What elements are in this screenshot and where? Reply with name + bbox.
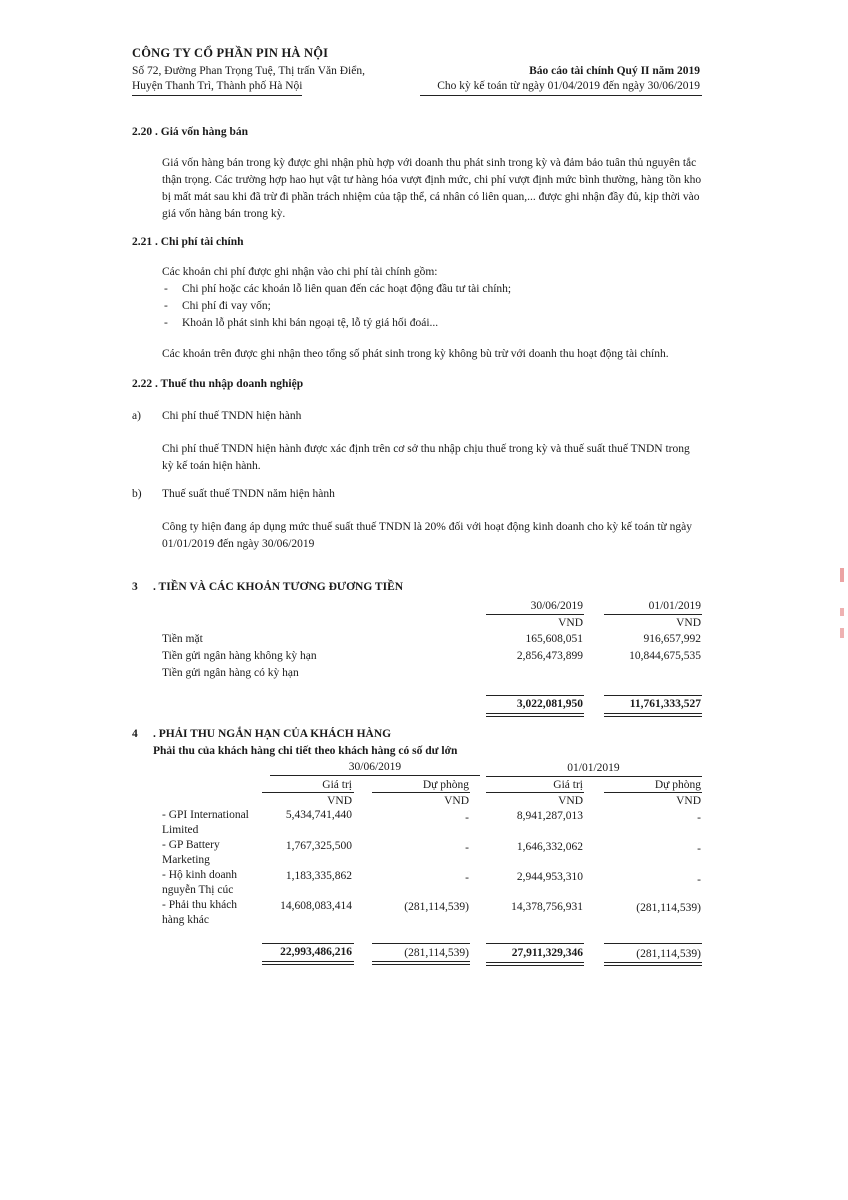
section-4-title: . PHẢI THU NGẮN HẠN CỦA KHÁCH HÀNG xyxy=(153,728,392,740)
scan-artifact xyxy=(840,608,844,616)
receivables-row-label-cont: nguyễn Thị cúc xyxy=(162,884,234,896)
company-address-line2: Huyện Thanh Trì, Thành phố Hà Nội xyxy=(132,80,303,92)
receivables-unit1: VND xyxy=(327,795,352,807)
receivables-date1-rule xyxy=(270,775,480,776)
receivables-row-value1: 1,183,335,862 xyxy=(285,870,352,882)
section-2-21-intro: Các khoản chi phí được ghi nhận vào chi phí tài chính gồm: xyxy=(162,266,438,278)
receivables-row-value1: 5,434,741,440 xyxy=(285,809,352,821)
cash-row-label: Tiền mặt xyxy=(162,633,203,645)
receivables-total-rule2 xyxy=(372,943,470,944)
cash-row-value1: 165,608,051 xyxy=(525,633,583,645)
cash-row-value1: 2,856,473,899 xyxy=(516,650,583,662)
receivables-row-provision1: - xyxy=(465,812,469,824)
receivables-total-rule1 xyxy=(262,943,354,944)
list-bullet: - xyxy=(164,283,168,295)
subsection-a-title: Chi phí thuế TNDN hiện hành xyxy=(162,410,302,422)
receivables-h-rule2 xyxy=(372,792,470,793)
receivables-h-provision2: Dự phòng xyxy=(654,779,701,791)
receivables-total-provision2: (281,114,539) xyxy=(636,948,701,960)
section-2-20-title: 2.20 . Giá vốn hàng bán xyxy=(132,126,248,138)
cash-col2-unit: VND xyxy=(676,617,701,629)
receivables-date2-rule xyxy=(486,776,702,777)
cash-col1-unit: VND xyxy=(558,617,583,629)
receivables-row-value2: 14,378,756,931 xyxy=(511,901,583,913)
report-period: Cho kỳ kế toán từ ngày 01/04/2019 đến ngày 30/06/2019 xyxy=(437,80,700,92)
receivables-total-provision1: (281,114,539) xyxy=(404,947,469,959)
cash-total-rule2 xyxy=(604,695,702,696)
subsection-a-label: a) xyxy=(132,410,141,422)
company-address-line1: Số 72, Đường Phan Trọng Tuệ, Thị trấn Văn Điển, xyxy=(132,65,365,77)
receivables-row-provision1: (281,114,539) xyxy=(404,901,469,913)
cash-col2-rule xyxy=(604,614,702,615)
company-name: CÔNG TY CỔ PHẦN PIN HÀ NỘI xyxy=(132,46,329,60)
cash-row-value2: 916,657,992 xyxy=(643,633,701,645)
cash-row-label: Tiền gửi ngân hàng có kỳ hạn xyxy=(162,667,299,679)
receivables-h-rule4 xyxy=(604,792,702,793)
receivables-row-provision2: - xyxy=(697,843,701,855)
cash-total-rule1 xyxy=(486,695,584,696)
section-2-22-title: 2.22 . Thuế thu nhập doanh nghiệp xyxy=(132,378,304,390)
subsection-b-label: b) xyxy=(132,488,142,500)
receivables-total-value2: 27,911,329,346 xyxy=(511,947,583,959)
receivables-h-rule1 xyxy=(262,792,354,793)
receivables-h-rule3 xyxy=(486,792,584,793)
receivables-row-label-cont: hàng khác xyxy=(162,914,209,926)
receivables-row-provision1: - xyxy=(465,872,469,884)
receivables-row-label: - GP Battery xyxy=(162,839,220,851)
list-item: Chi phí đi vay vốn; xyxy=(182,300,271,312)
receivables-row-label: - GPI International xyxy=(162,809,249,821)
section-4-subtitle: Phải thu của khách hàng chi tiết theo khách hàng có số dư lớn xyxy=(153,745,458,757)
receivables-row-value2: 8,941,287,013 xyxy=(516,810,583,822)
receivables-h-value1: Giá trị xyxy=(322,779,352,791)
cash-total-double-rule2 xyxy=(604,713,702,717)
receivables-total-double-rule3 xyxy=(486,962,584,966)
receivables-total-rule4 xyxy=(604,943,702,944)
receivables-h-value2: Giá trị xyxy=(553,779,583,791)
cash-col2-header: 01/01/2019 xyxy=(648,600,701,612)
header-underline-right xyxy=(420,95,702,96)
subsection-b-title: Thuế suất thuế TNDN năm hiện hành xyxy=(162,488,335,500)
receivables-total-double-rule4 xyxy=(604,962,702,966)
section-2-21-closing: Các khoản trên được ghi nhận theo tổng số phát sinh trong kỳ không bù trừ với doanh thu hoạt động tài chính. xyxy=(162,348,669,360)
subsection-a-body: Chi phí thuế TNDN hiện hành được xác định trên cơ sở thu nhập chịu thuế trong kỳ và thuế suất thuế TNDN trong kỳ kế toán hiện hành. xyxy=(162,443,690,472)
cash-row-value2: 10,844,675,535 xyxy=(629,650,701,662)
receivables-unit2: VND xyxy=(444,795,469,807)
scan-artifact xyxy=(840,628,844,638)
receivables-row-label-cont: Marketing xyxy=(162,854,210,866)
receivables-unit4: VND xyxy=(676,795,701,807)
cash-col1-rule xyxy=(486,614,584,615)
cash-row-label: Tiền gửi ngân hàng không kỳ hạn xyxy=(162,650,317,662)
scan-artifact xyxy=(840,568,844,582)
cash-total-value2: 11,761,333,527 xyxy=(629,698,701,710)
list-bullet: - xyxy=(164,300,168,312)
subsection-b-body: Công ty hiện đang áp dụng mức thuế suất thuế TNDN là 20% đối với hoạt động kinh doanh cho kỳ kế toán từ ngày 01/01/2019 đến ngày 30/06/2019 xyxy=(162,521,692,550)
section-2-21-title: 2.21 . Chi phí tài chính xyxy=(132,236,244,248)
section-2-20-body: Giá vốn hàng bán trong kỳ được ghi nhận phù hợp với doanh thu phát sinh trong kỳ và đảm bảo tuân thủ nguyên tắc thận trọng. Các trường hợp hao hụt vật tư hàng hóa vượt định mức, chi phí vượt định mức bình thường, hàng tồn kho bị mất mát sau khi đã trừ đi phần trách nhiệm của tập thể, cá nhân có liên quan,... được ghi nhận đầy đủ, kịp thời vào giá vốn hàng bán trong kỳ. xyxy=(162,157,702,220)
header-underline-left xyxy=(132,95,302,96)
list-item: Chi phí hoặc các khoản lỗ liên quan đến các hoạt động đầu tư tài chính; xyxy=(182,283,512,295)
receivables-row-provision2: (281,114,539) xyxy=(636,902,701,914)
receivables-row-value2: 1,646,332,062 xyxy=(516,841,583,853)
receivables-row-label: - Hộ kinh doanh xyxy=(162,869,238,881)
report-title: Báo cáo tài chính Quý II năm 2019 xyxy=(529,65,700,77)
receivables-row-label-cont: Limited xyxy=(162,824,199,836)
receivables-row-provision2: - xyxy=(697,812,701,824)
receivables-total-double-rule2 xyxy=(372,961,470,965)
receivables-total-value1: 22,993,486,216 xyxy=(280,946,352,958)
list-item: Khoản lỗ phát sinh khi bán ngoại tệ, lỗ tỷ giá hối đoái... xyxy=(182,317,439,329)
cash-total-value1: 3,022,081,950 xyxy=(516,698,583,710)
section-3-title: . TIỀN VÀ CÁC KHOẢN TƯƠNG ĐƯƠNG TIỀN xyxy=(153,581,404,593)
receivables-total-double-rule1 xyxy=(262,961,354,965)
section-4-number: 4 xyxy=(132,728,138,740)
receivables-h-provision1: Dự phòng xyxy=(422,779,469,791)
receivables-date2: 01/01/2019 xyxy=(567,762,620,774)
section-3-number: 3 xyxy=(132,581,138,593)
receivables-row-value1: 14,608,083,414 xyxy=(280,900,352,912)
receivables-row-provision1: - xyxy=(465,842,469,854)
receivables-row-provision2: - xyxy=(697,874,701,886)
receivables-row-value1: 1,767,325,500 xyxy=(285,840,352,852)
cash-total-double-rule1 xyxy=(486,713,584,717)
receivables-row-value2: 2,944,953,310 xyxy=(516,871,583,883)
receivables-unit3: VND xyxy=(558,795,583,807)
receivables-date1: 30/06/2019 xyxy=(348,761,402,773)
receivables-row-label: - Phải thu khách xyxy=(162,899,238,911)
receivables-total-rule3 xyxy=(486,943,584,944)
cash-col1-header: 30/06/2019 xyxy=(530,600,583,612)
list-bullet: - xyxy=(164,317,168,329)
